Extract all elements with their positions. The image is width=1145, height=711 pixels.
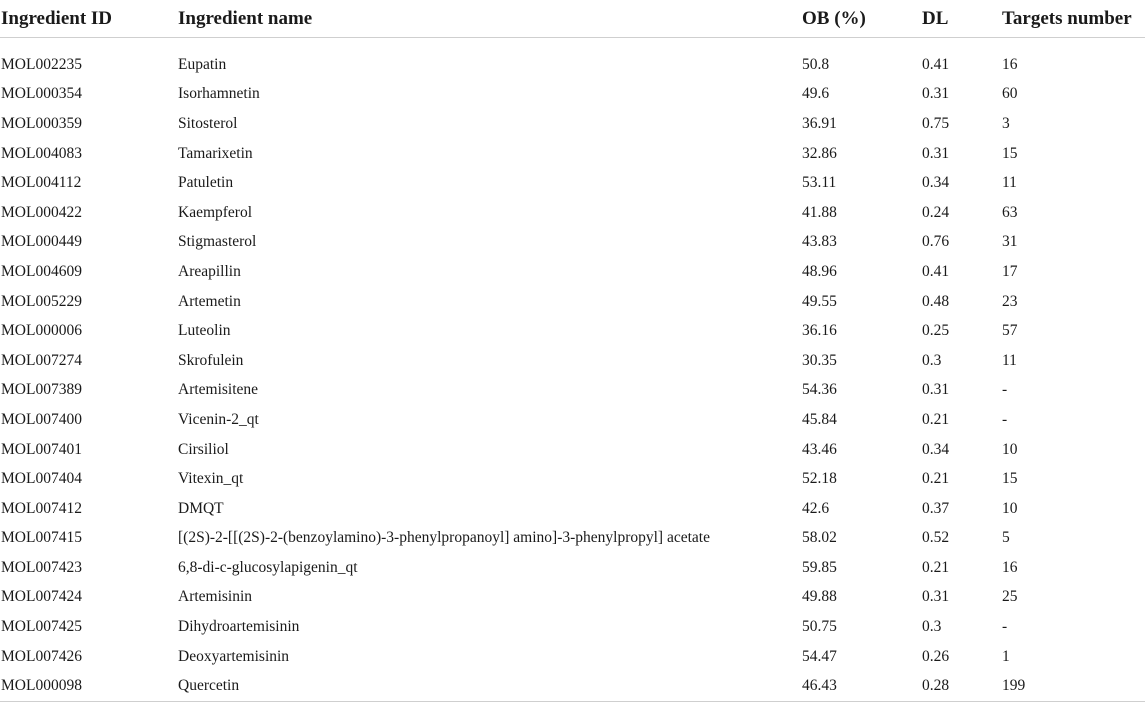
cell-ingredient-name: Vicenin-2_qt [178, 410, 259, 428]
cell-ob: 53.11 [802, 174, 837, 192]
cell-ob: 32.86 [802, 144, 837, 162]
cell-ingredient-id: MOL000098 [0, 671, 177, 701]
cell-dl: 0.31 [922, 588, 950, 606]
cell-dl: 0.34 [922, 440, 950, 458]
table-row [0, 109, 1145, 139]
cell-targets-number: 16 [1002, 558, 1018, 576]
cell-ingredient-id: MOL007401 [1, 440, 82, 458]
cell-ingredient-id: MOL007412 [1, 499, 82, 517]
cell-dl: 0.3 [922, 351, 942, 369]
table-row [0, 287, 1145, 317]
cell-ingredient-id: MOL000359 [1, 114, 82, 132]
cell-targets-number: 15 [1002, 144, 1018, 162]
cell-ob: 52.18 [802, 470, 837, 488]
cell-dl: 0.76 [922, 233, 950, 251]
cell-ingredient-name: Areapillin [178, 262, 241, 280]
table-row [0, 553, 1145, 583]
cell-ob: 58.02 [802, 529, 837, 547]
cell-dl: 0.31 [922, 144, 950, 162]
table-body [0, 50, 1145, 702]
cell-targets-number: 17 [1002, 262, 1018, 280]
cell-ingredient-name: Artemisinin [178, 588, 253, 606]
cell-targets-number: - [1002, 381, 1008, 399]
table-row [0, 494, 1145, 524]
cell-ingredient-name: Artemisitene [178, 381, 259, 399]
cell-ingredient-name: DMQT [178, 499, 224, 517]
cell-ingredient-id: MOL007389 [1, 381, 82, 399]
header-ob: OB (%) [801, 0, 921, 38]
cell-targets-number: 57 [1002, 322, 1018, 340]
table-row [0, 316, 1145, 346]
cell-ob: 43.83 [802, 233, 837, 251]
cell-dl: 0.24 [922, 203, 950, 221]
cell-ingredient-id: MOL007425 [1, 618, 82, 636]
cell-ob: 54.36 [802, 381, 837, 399]
cell-dl: 0.21 [922, 558, 950, 576]
cell-targets-number: 15 [1002, 470, 1018, 488]
cell-targets-number: 10 [1002, 440, 1018, 458]
cell-ingredient-name: [(2S)-2-[[(2S)-2-(benzoylamino)-3-phenylpropanoyl] amino]-3-phenylpropyl] acetate [178, 529, 710, 547]
table-row [0, 642, 1145, 672]
table-row [0, 346, 1145, 376]
cell-ob: 49.88 [802, 588, 837, 606]
cell-ingredient-name: Quercetin [177, 671, 801, 701]
cell-targets-number: 10 [1002, 499, 1018, 517]
cell-targets-number: - [1002, 410, 1008, 428]
header-targets-number: Targets number [1001, 0, 1145, 38]
cell-ingredient-name: Patuletin [178, 174, 234, 192]
table-row [0, 198, 1145, 228]
cell-ingredient-id: MOL002235 [1, 55, 82, 73]
cell-ob: 45.84 [802, 410, 837, 428]
cell-targets-number: 1 [1002, 647, 1010, 665]
cell-dl: 0.41 [922, 262, 950, 280]
cell-ingredient-name: Artemetin [178, 292, 241, 310]
table-row [0, 376, 1145, 406]
cell-ingredient-name: Cirsiliol [178, 440, 229, 458]
header-dl: DL [921, 0, 1001, 38]
header-ingredient-id: Ingredient ID [0, 0, 177, 38]
cell-ob: 36.91 [802, 114, 837, 132]
table-row [0, 671, 1145, 701]
cell-targets-number: 23 [1002, 292, 1018, 310]
cell-ob: 36.16 [802, 322, 837, 340]
table-row [0, 228, 1145, 258]
table-row [0, 168, 1145, 198]
cell-ob: 49.55 [802, 292, 837, 310]
cell-ingredient-id: MOL007400 [1, 410, 82, 428]
cell-ingredient-id: MOL007404 [1, 470, 82, 488]
cell-dl: 0.3 [922, 618, 942, 636]
cell-dl: 0.34 [922, 174, 950, 192]
table-row [0, 464, 1145, 494]
cell-ob: 46.43 [801, 671, 921, 701]
cell-ingredient-id: MOL004112 [1, 174, 82, 192]
cell-ingredient-name: Skrofulein [178, 351, 244, 369]
table-row [0, 405, 1145, 435]
cell-ingredient-id: MOL007423 [1, 558, 82, 576]
table-row [0, 612, 1145, 642]
cell-ingredient-name: Kaempferol [178, 203, 253, 221]
cell-targets-number: 25 [1002, 588, 1018, 606]
cell-targets-number: 63 [1002, 203, 1018, 221]
cell-ob: 43.46 [802, 440, 837, 458]
cell-targets-number: 60 [1002, 85, 1018, 103]
cell-ingredient-name: Deoxyartemisinin [178, 647, 290, 665]
cell-ingredient-name: Tamarixetin [178, 144, 253, 162]
cell-ingredient-id: MOL007426 [1, 647, 82, 665]
cell-ob: 49.6 [802, 85, 830, 103]
table-row [0, 80, 1145, 110]
cell-ingredient-id: MOL000422 [1, 203, 82, 221]
cell-ingredient-id: MOL005229 [1, 292, 82, 310]
cell-targets-number: 31 [1002, 233, 1018, 251]
cell-ingredient-name: Dihydroartemisinin [178, 618, 300, 636]
table-row [0, 257, 1145, 287]
cell-targets-number: 11 [1002, 351, 1017, 369]
cell-dl: 0.37 [922, 499, 950, 517]
table-row [0, 139, 1145, 169]
cell-ingredient-id: MOL004083 [1, 144, 82, 162]
cell-dl: 0.31 [922, 85, 950, 103]
table-row [0, 524, 1145, 554]
table-row [0, 583, 1145, 613]
cell-targets-number: 3 [1002, 114, 1010, 132]
cell-ob: 41.88 [802, 203, 837, 221]
cell-targets-number: 16 [1002, 55, 1018, 73]
cell-ob: 50.8 [802, 55, 830, 73]
header-row [0, 0, 1145, 38]
cell-dl: 0.31 [922, 381, 950, 399]
cell-ingredient-name: Stigmasterol [178, 233, 257, 251]
cell-dl: 0.75 [922, 114, 950, 132]
cell-ingredient-id: MOL007274 [1, 351, 82, 369]
cell-ingredient-id: MOL007424 [1, 588, 82, 606]
cell-dl: 0.28 [921, 671, 1001, 701]
header-spacer [0, 38, 1145, 51]
cell-dl: 0.26 [922, 647, 950, 665]
cell-dl: 0.41 [922, 55, 950, 73]
cell-ingredient-id: MOL000354 [1, 85, 82, 103]
cell-ob: 50.75 [802, 618, 837, 636]
cell-dl: 0.21 [922, 470, 950, 488]
cell-ingredient-name: Luteolin [178, 322, 231, 340]
cell-ingredient-id: MOL000006 [1, 322, 82, 340]
cell-targets-number: 199 [1001, 671, 1145, 701]
cell-dl: 0.52 [922, 529, 950, 547]
cell-ingredient-name: Isorhamnetin [178, 85, 260, 103]
cell-ingredient-name: Vitexin_qt [178, 470, 244, 488]
cell-ob: 48.96 [802, 262, 837, 280]
cell-dl: 0.25 [922, 322, 950, 340]
header-ingredient-name: Ingredient name [177, 0, 801, 38]
table-row [0, 435, 1145, 465]
cell-ob: 42.6 [802, 499, 830, 517]
cell-ob: 30.35 [802, 351, 837, 369]
cell-targets-number: - [1002, 618, 1008, 636]
cell-ob: 59.85 [802, 558, 837, 576]
cell-ingredient-id: MOL004609 [1, 262, 82, 280]
cell-ingredient-name: Sitosterol [178, 114, 238, 132]
cell-dl: 0.48 [922, 292, 950, 310]
cell-targets-number: 5 [1002, 529, 1010, 547]
cell-targets-number: 11 [1002, 174, 1017, 192]
cell-dl: 0.21 [922, 410, 950, 428]
cell-ob: 54.47 [802, 647, 837, 665]
table-row [0, 50, 1145, 80]
cell-ingredient-id: MOL007415 [1, 529, 82, 547]
cell-ingredient-name: 6,8-di-c-glucosylapigenin_qt [178, 558, 358, 576]
table-header [0, 0, 1145, 50]
cell-ingredient-id: MOL000449 [1, 233, 82, 251]
cell-ingredient-name: Eupatin [178, 55, 227, 73]
